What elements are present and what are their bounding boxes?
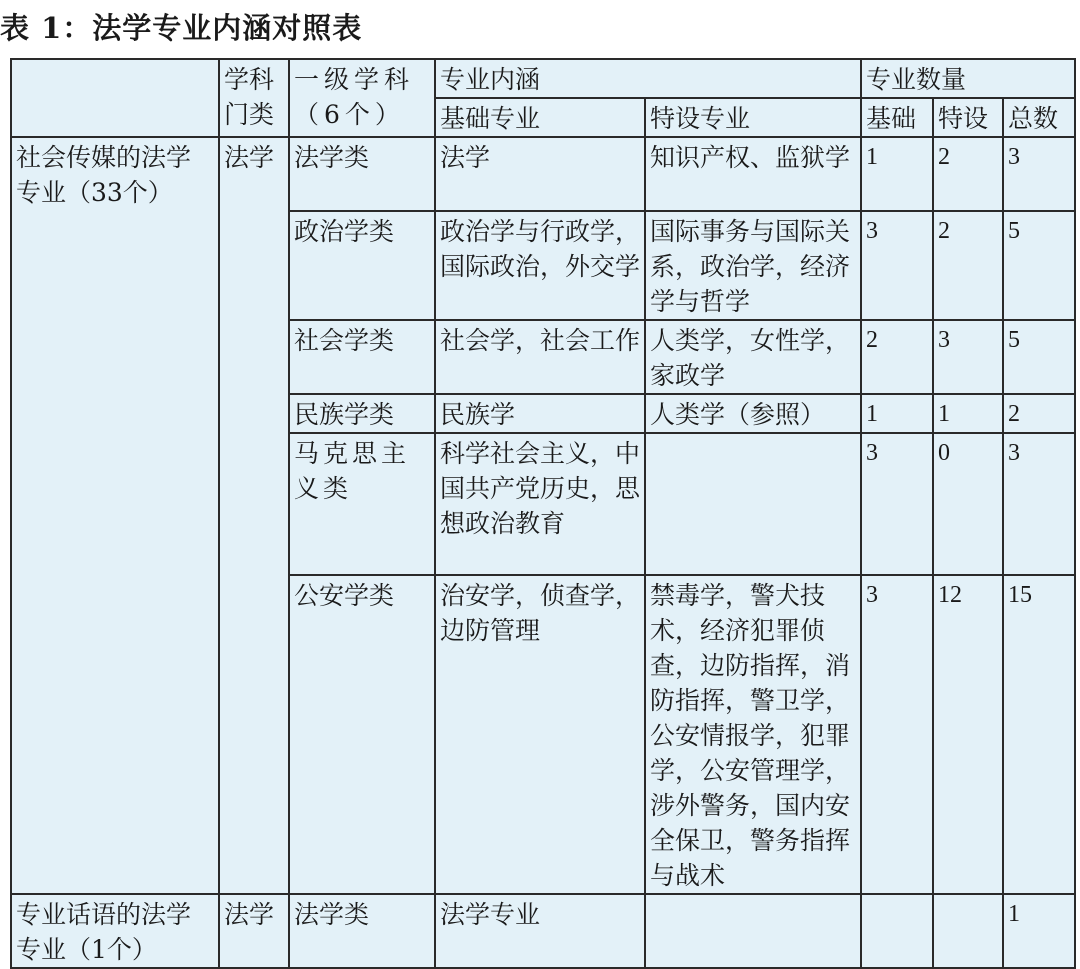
special-major-cell: 人类学（参照）: [645, 394, 861, 433]
basic-major-cell: 科学社会主义，中国共产党历史，思想政治教育: [435, 433, 645, 575]
discipline-cell: 社会学类: [289, 320, 435, 394]
header-connotation: 专业内涵: [435, 59, 861, 98]
count-basic-cell: 1: [861, 394, 933, 433]
category-cell: 法学: [219, 137, 289, 894]
header-discipline-category: 学科门类: [219, 59, 289, 137]
special-major-cell: 国际事务与国际关系，政治学，经济学与哲学: [645, 211, 861, 320]
count-total-cell: 5: [1003, 211, 1075, 320]
count-total-cell: 15: [1003, 575, 1075, 894]
basic-major-cell: 法学: [435, 137, 645, 211]
count-special-cell: [933, 894, 1003, 968]
special-major-cell: [645, 433, 861, 575]
count-total-cell: 2: [1003, 394, 1075, 433]
count-special-cell: 0: [933, 433, 1003, 575]
special-major-cell: 禁毒学，警犬技术，经济犯罪侦查，边防指挥，消防指挥，警卫学，公安情报学，犯罪学，公安管理学，涉外警务，国内安全保卫，警务指挥与战术: [645, 575, 861, 894]
header-basic-major: 基础专业: [435, 98, 645, 137]
header-count-special: 特设: [933, 98, 1003, 137]
count-special-cell: 1: [933, 394, 1003, 433]
special-major-cell: 人类学，女性学，家政学: [645, 320, 861, 394]
count-basic-cell: 3: [861, 433, 933, 575]
group-label: 社会传媒的法学专业（33个）: [11, 137, 219, 894]
discipline-cell: 民族学类: [289, 394, 435, 433]
count-total-cell: 3: [1003, 433, 1075, 575]
category-cell: 法学: [219, 894, 289, 968]
count-basic-cell: 1: [861, 137, 933, 211]
header-special-major: 特设专业: [645, 98, 861, 137]
count-total-cell: 3: [1003, 137, 1075, 211]
group-label: 专业话语的法学专业（1个）: [11, 894, 219, 968]
special-major-cell: [645, 894, 861, 968]
discipline-cell: 公安学类: [289, 575, 435, 894]
header-count-basic: 基础: [861, 98, 933, 137]
header-row-1: [11, 59, 1075, 98]
count-special-cell: 12: [933, 575, 1003, 894]
count-basic-cell: 2: [861, 320, 933, 394]
table-row: [11, 137, 1075, 211]
discipline-cell: 法学类: [289, 894, 435, 968]
count-basic-cell: [861, 894, 933, 968]
corner-cell: [11, 59, 219, 137]
basic-major-cell: 政治学与行政学，国际政治，外交学: [435, 211, 645, 320]
law-major-comparison-table: [10, 58, 1076, 969]
discipline-cell: 政治学类: [289, 211, 435, 320]
count-basic-cell: 3: [861, 211, 933, 320]
count-special-cell: 2: [933, 137, 1003, 211]
header-first-level: 一级学科（6个）: [289, 59, 435, 137]
discipline-cell: 法学类: [289, 137, 435, 211]
table-caption: 表 1：法学专业内涵对照表: [0, 11, 363, 45]
count-total-cell: 1: [1003, 894, 1075, 968]
count-total-cell: 5: [1003, 320, 1075, 394]
header-counts: 专业数量: [861, 59, 1075, 98]
discipline-cell: 马克思主义类: [289, 433, 435, 575]
count-basic-cell: 3: [861, 575, 933, 894]
count-special-cell: 2: [933, 211, 1003, 320]
special-major-cell: 知识产权、监狱学: [645, 137, 861, 211]
basic-major-cell: 法学专业: [435, 894, 645, 968]
basic-major-cell: 社会学，社会工作: [435, 320, 645, 394]
table-row: [11, 894, 1075, 968]
count-special-cell: 3: [933, 320, 1003, 394]
basic-major-cell: 民族学: [435, 394, 645, 433]
header-count-total: 总数: [1003, 98, 1075, 137]
basic-major-cell: 治安学，侦查学，边防管理: [435, 575, 645, 894]
